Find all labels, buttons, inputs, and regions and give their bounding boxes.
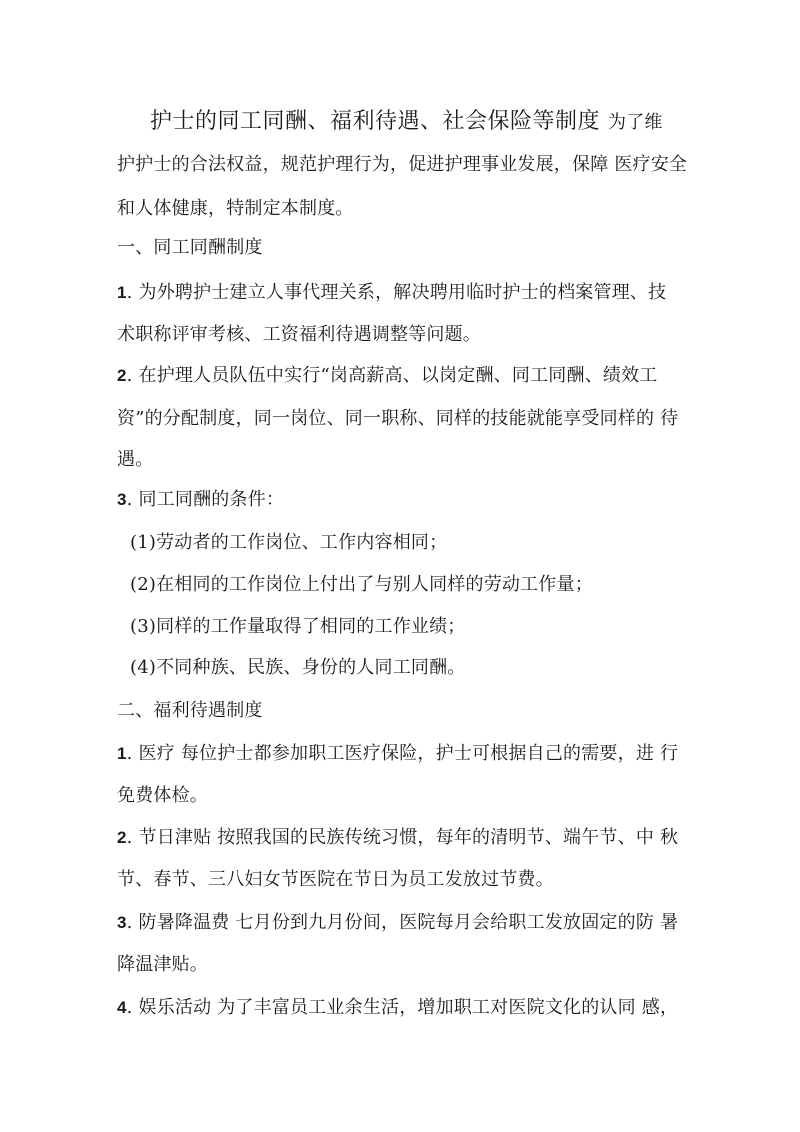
paragraph-line: 降温津贴。 [117, 954, 208, 975]
item-number: 4 [117, 998, 127, 1017]
item-text: . 同工同酬的条件： [126, 489, 285, 510]
paragraph-line [117, 281, 697, 305]
paragraph-line: 遇。 [117, 449, 154, 470]
paragraph-line [117, 911, 697, 935]
paragraph-line: 术职称评审考核、工资福利待遇调整等问题。 [117, 324, 481, 345]
intro-line: 和人体健康，特制定本制度。 [117, 198, 354, 219]
item-number: 1 [117, 744, 127, 763]
item-number: 3 [117, 490, 127, 509]
title-line [150, 110, 730, 135]
item-text: . 娱乐活动 为了丰富员工业余生活，增加职工对医院文化的认同 感， [126, 997, 679, 1018]
item-text: . 医疗 每位护士都参加职工医疗保险，护士可根据自己的需要，进 行 [126, 743, 679, 764]
item-number: 1 [117, 283, 127, 302]
paragraph-line [117, 742, 697, 766]
intro-line: 护护士的合法权益，规范护理行为，促进护理事业发展，保障 医疗安全 [117, 154, 688, 175]
paragraph-line [117, 488, 697, 512]
section-heading: 一、同工同酬制度 [117, 237, 263, 258]
item-number: 2 [117, 828, 127, 847]
paragraph-line: 免费体检。 [117, 785, 208, 806]
paragraph-line [117, 364, 697, 388]
item-text: . 为外聘护士建立人事代理关系，解决聘用临时护士的档案管理、技 [126, 282, 667, 303]
condition-item: (2)在相同的工作岗位上付出了与别人同样的劳动工作量； [130, 574, 593, 595]
condition-item: (1)劳动者的工作岗位、工作内容相同； [130, 532, 448, 553]
paragraph-line [117, 826, 697, 850]
paragraph-line [117, 996, 697, 1020]
item-number: 3 [117, 913, 127, 932]
intro-start: 为了维 [608, 112, 663, 133]
section-heading: 二、福利待遇制度 [117, 700, 263, 721]
paragraph-line: 资”的分配制度，同一岗位、同一职称、同样的技能就能享受同样的 待 [117, 408, 679, 429]
document-title: 护士的同工同酬、福利待遇、社会保险等制度 [150, 109, 601, 134]
item-text: . 节日津贴 按照我国的民族传统习惯，每年的清明节、端午节、中 秋 [126, 827, 679, 848]
item-number: 2 [117, 366, 127, 385]
item-text: . 防暑降温费 七月份到九月份间，医院每月会给职工发放固定的防 暑 [126, 912, 679, 933]
paragraph-line: 节、春节、三八妇女节医院在节日为员工发放过节费。 [117, 869, 554, 890]
condition-item: (4)不同种族、民族、身份的人同工同酬。 [130, 657, 466, 678]
item-text: . 在护理人员队伍中实行“岗高薪高、以岗定酬、同工同酬、绩效工 [126, 365, 658, 386]
condition-item: (3)同样的工作量取得了相同的工作业绩； [130, 616, 466, 637]
